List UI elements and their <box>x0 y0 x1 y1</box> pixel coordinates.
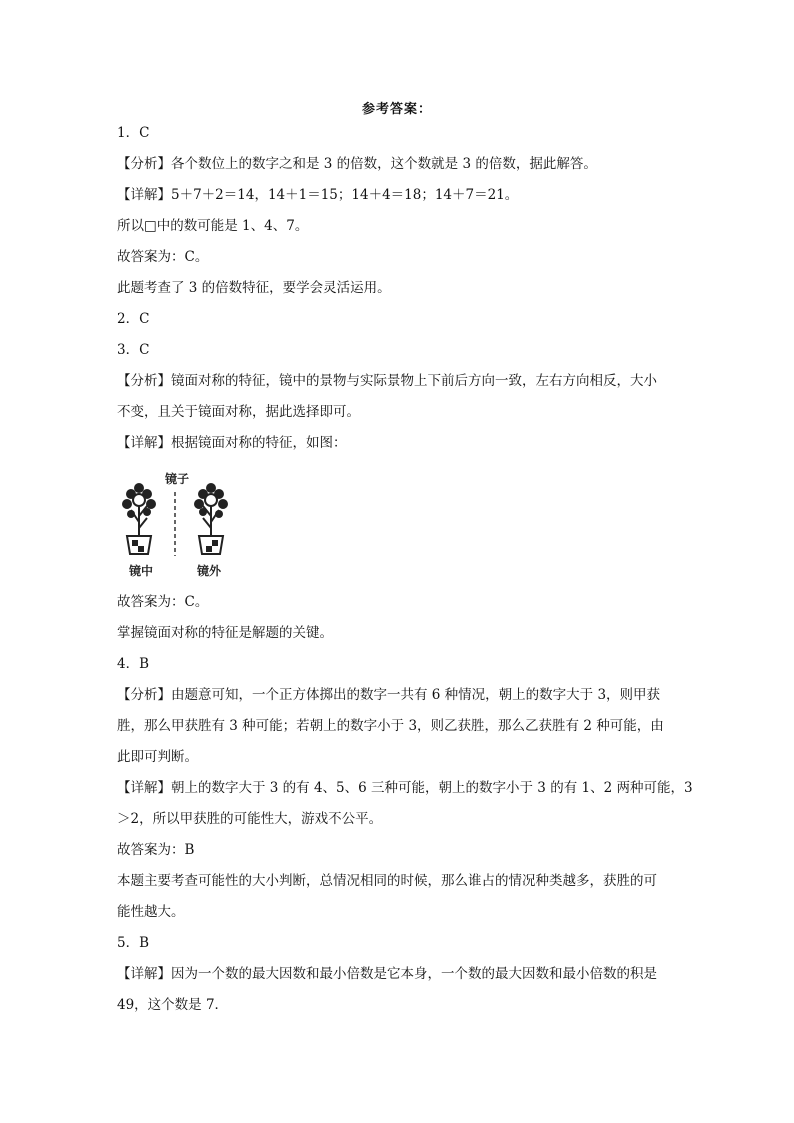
answer-1-analysis: 【分析】各个数位上的数字之和是 3 的倍数，这个数就是 3 的倍数，据此解答。 <box>117 156 597 172</box>
answer-4-analysis-line2: 胜，那么甲获胜有 3 种可能；若朝上的数字小于 3，则乙获胜，那么乙获胜有 2 种可能，由 <box>117 718 664 734</box>
answer-1-number: 1．C <box>117 125 150 141</box>
answer-4-number: 4．B <box>117 656 150 672</box>
answer-1-comment: 此题考查了 3 的倍数特征，要学会灵活运用。 <box>117 280 391 296</box>
answer-4-analysis-line1: 【分析】由题意可知，一个正方体掷出的数字一共有 6 种情况，朝上的数字大于 3，则甲获 <box>117 687 661 703</box>
answer-4-comment-line2: 能性越大。 <box>117 904 185 920</box>
page-title: 参考答案： <box>361 102 432 117</box>
answer-5-detail-line1: 【详解】因为一个数的最大因数和最小倍数是它本身，一个数的最大因数和最小倍数的积是 <box>117 966 657 982</box>
answer-4-answer: 故答案为：B <box>117 842 195 858</box>
answer-5-detail-line2: 49，这个数是 7． <box>117 997 229 1013</box>
plant-in-mirror-icon <box>122 483 156 554</box>
plant-outside-mirror-icon <box>194 483 228 554</box>
answer-4-analysis-line3: 此即可判断。 <box>117 749 198 765</box>
outside-mirror-label: 镜外 <box>197 564 222 578</box>
mirror-label: 镜子 <box>165 472 190 486</box>
answer-3-detail: 【详解】根据镜面对称的特征，如图： <box>117 435 347 451</box>
answer-2-number: 2．C <box>117 311 150 327</box>
inside-mirror-label: 镜中 <box>129 564 154 578</box>
answer-4-detail-line2: ＞2，所以甲获胜的可能性大，游戏不公平。 <box>117 811 383 827</box>
mirror-figure <box>117 464 237 582</box>
answer-3-number: 3．C <box>117 342 150 358</box>
answer-3-comment: 掌握镜面对称的特征是解题的关键。 <box>117 625 333 641</box>
answer-1-conclusion: 所以□中的数可能是 1、4、7。 <box>117 218 309 234</box>
answer-4-detail-line1: 【详解】朝上的数字大于 3 的有 4、5、6 三种可能，朝上的数字小于 3 的有 1、2 两种可能，3 <box>117 780 693 796</box>
answer-1-detail: 【详解】5＋7＋2＝14，14＋1＝15；14＋4＝18；14＋7＝21。 <box>117 187 519 203</box>
answer-4-comment-line1: 本题主要考查可能性的大小判断，总情况相同的时候，那么谁占的情况种类越多，获胜的可 <box>117 873 657 889</box>
answer-3-analysis-line2: 不变，且关于镜面对称，据此选择即可。 <box>117 404 360 420</box>
answer-1-answer: 故答案为：C。 <box>117 249 209 265</box>
answer-3-answer: 故答案为：C。 <box>117 594 209 610</box>
answer-3-analysis-line1: 【分析】镜面对称的特征，镜中的景物与实际景物上下前后方向一致，左右方向相反，大小 <box>117 373 657 389</box>
answer-5-number: 5．B <box>117 935 150 951</box>
